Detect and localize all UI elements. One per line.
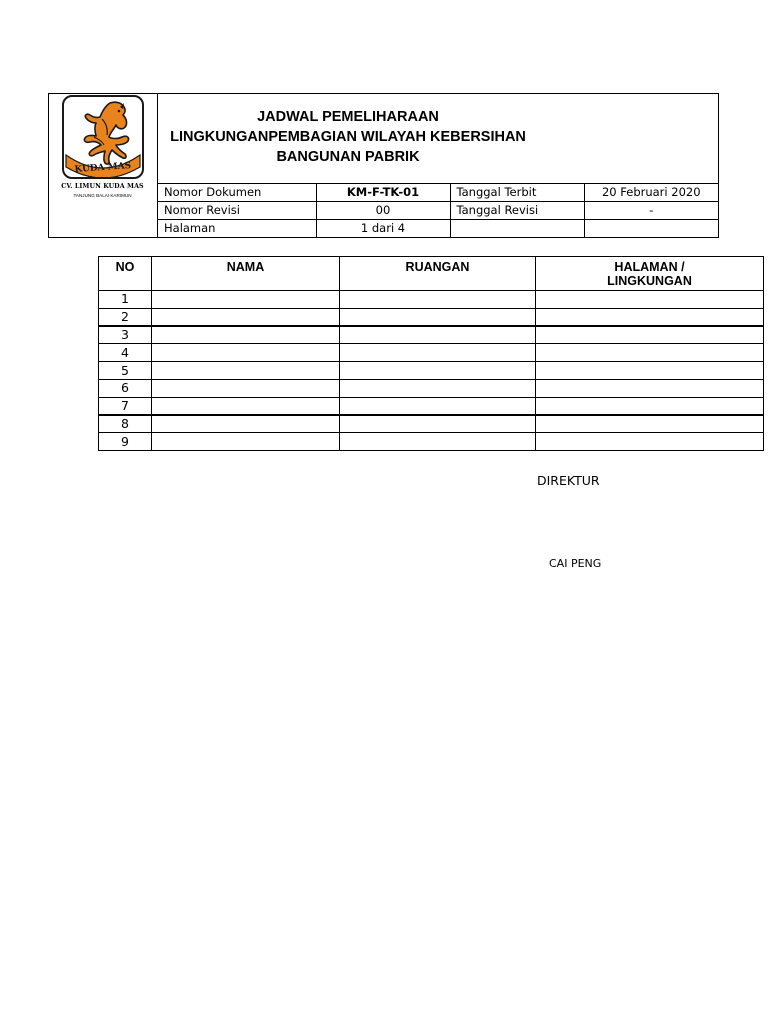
column-header-halaman-line1: HALAMAN / xyxy=(614,260,685,274)
title-line-3: BANGUNAN PABRIK xyxy=(276,149,420,165)
cleaning-schedule-table xyxy=(98,256,764,451)
nama-cell[interactable] xyxy=(152,362,340,380)
meta-row xyxy=(158,202,718,220)
nama-cell[interactable] xyxy=(152,397,340,415)
logo-company-name: CV. LIMUN KUDA MAS xyxy=(61,183,144,190)
doc-number-label: Nomor Dokumen xyxy=(158,184,316,202)
column-header-ruangan: RUANGAN xyxy=(340,257,536,291)
ruangan-cell[interactable] xyxy=(340,397,536,415)
table-row xyxy=(99,433,764,451)
ruangan-cell[interactable] xyxy=(340,308,536,326)
signature-title: DIREKTUR xyxy=(537,473,600,488)
ruangan-cell[interactable] xyxy=(340,326,536,344)
row-number: 3 xyxy=(99,326,152,344)
nama-cell[interactable] xyxy=(152,326,340,344)
halaman-cell[interactable] xyxy=(536,433,764,451)
column-header-halaman xyxy=(536,257,764,291)
document-meta-table xyxy=(158,183,718,237)
logo-cell xyxy=(49,94,158,237)
title-line-1: JADWAL PEMELIHARAAN xyxy=(257,109,439,125)
issue-date-label: Tanggal Terbit xyxy=(450,184,584,202)
row-number: 6 xyxy=(99,379,152,397)
table-row xyxy=(99,344,764,362)
issue-date-value: 20 Februari 2020 xyxy=(584,184,718,202)
halaman-cell[interactable] xyxy=(536,291,764,309)
logo-badge-text: KUDA MAS xyxy=(74,161,132,175)
table-row xyxy=(99,379,764,397)
meta-row xyxy=(158,220,718,238)
company-logo xyxy=(62,95,144,179)
ruangan-cell[interactable] xyxy=(340,379,536,397)
row-number: 9 xyxy=(99,433,152,451)
nama-cell[interactable] xyxy=(152,291,340,309)
doc-number-value: KM-F-TK-01 xyxy=(316,184,450,202)
table-row xyxy=(99,397,764,415)
nama-cell[interactable] xyxy=(152,379,340,397)
nama-cell[interactable] xyxy=(152,415,340,433)
table-row xyxy=(99,326,764,344)
table-row xyxy=(99,362,764,380)
column-header-nama: NAMA xyxy=(152,257,340,291)
ruangan-cell[interactable] xyxy=(340,415,536,433)
revision-date-label: Tanggal Revisi xyxy=(450,202,584,220)
revision-number-label: Nomor Revisi xyxy=(158,202,316,220)
halaman-cell[interactable] xyxy=(536,379,764,397)
halaman-cell[interactable] xyxy=(536,326,764,344)
ruangan-cell[interactable] xyxy=(340,344,536,362)
ruangan-cell[interactable] xyxy=(340,291,536,309)
nama-cell[interactable] xyxy=(152,433,340,451)
row-number: 2 xyxy=(99,308,152,326)
document-title xyxy=(158,94,718,183)
table-row xyxy=(99,308,764,326)
empty-meta-label xyxy=(450,220,584,238)
halaman-cell[interactable] xyxy=(536,308,764,326)
halaman-cell[interactable] xyxy=(536,344,764,362)
horse-logo-icon xyxy=(64,97,142,177)
halaman-cell[interactable] xyxy=(536,397,764,415)
halaman-cell[interactable] xyxy=(536,362,764,380)
row-number: 5 xyxy=(99,362,152,380)
table-header-row xyxy=(99,257,764,291)
revision-number-value: 00 xyxy=(316,202,450,220)
meta-row xyxy=(158,184,718,202)
ruangan-cell[interactable] xyxy=(340,433,536,451)
column-header-no: NO xyxy=(99,257,152,291)
row-number: 4 xyxy=(99,344,152,362)
logo-company-location: TANJUNG BALAI KARIMUN xyxy=(73,193,132,198)
empty-meta-value xyxy=(584,220,718,238)
table-row xyxy=(99,415,764,433)
row-number: 1 xyxy=(99,291,152,309)
halaman-cell[interactable] xyxy=(536,415,764,433)
column-header-halaman-line2: LINGKUNGAN xyxy=(607,274,692,288)
title-line-2: LINGKUNGANPEMBAGIAN WILAYAH KEBERSIHAN xyxy=(170,129,526,145)
page-label: Halaman xyxy=(158,220,316,238)
table-row xyxy=(99,291,764,309)
ruangan-cell[interactable] xyxy=(340,362,536,380)
row-number: 8 xyxy=(99,415,152,433)
nama-cell[interactable] xyxy=(152,344,340,362)
nama-cell[interactable] xyxy=(152,308,340,326)
row-number: 7 xyxy=(99,397,152,415)
document-header xyxy=(48,93,719,238)
page-value: 1 dari 4 xyxy=(316,220,450,238)
signature-name: CAI PENG xyxy=(549,557,602,570)
revision-date-value: - xyxy=(584,202,718,220)
